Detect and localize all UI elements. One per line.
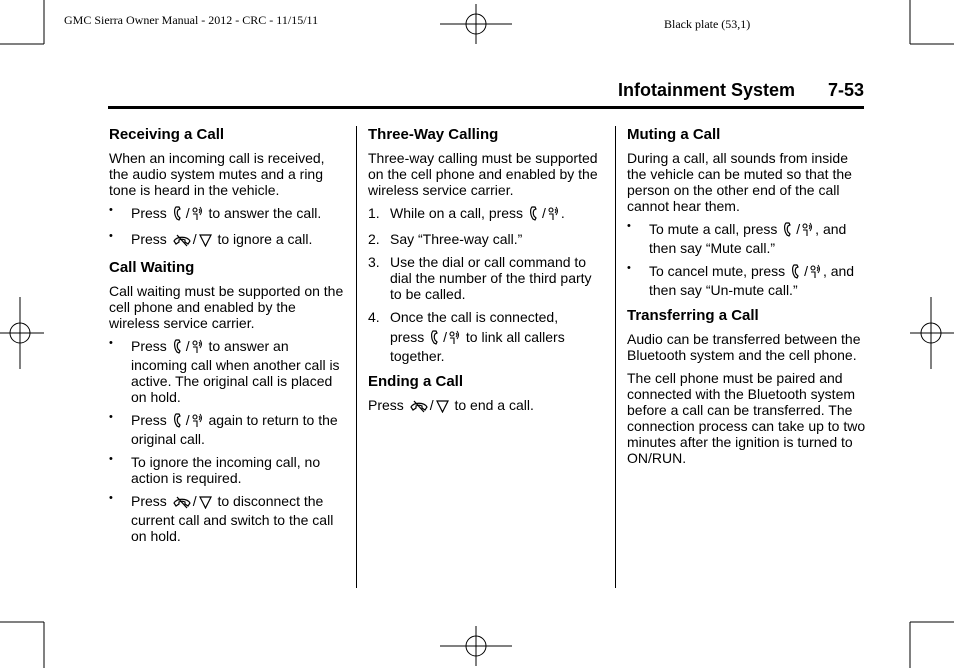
phone-talk-icon: [529, 206, 540, 224]
paragraph: During a call, all sounds from inside the vehicle can be muted so that the person on the other end of the call cannot hear them.: [627, 150, 852, 214]
list-item: • Press / to answer the call.: [109, 205, 347, 224]
phone-talk-icon: [173, 413, 184, 431]
list-item: • Press / to ignore a call.: [109, 231, 347, 250]
down-triangle-icon: [436, 400, 449, 416]
push-to-talk-icon: [548, 206, 559, 224]
step-item: 3. Use the dial or call command to dial the number of the third party to be called.: [368, 254, 592, 302]
heading-receiving-call: Receiving a Call: [109, 126, 225, 143]
list-item: • Press / again to return to the original call.: [109, 412, 347, 447]
manual-title: GMC Sierra Owner Manual - 2012 - CRC - 11/15/11: [64, 13, 319, 27]
end-call-icon: [173, 233, 191, 250]
push-to-talk-icon: [810, 264, 821, 282]
push-to-talk-icon: [192, 206, 203, 224]
paragraph: Call waiting must be supported on the cell phone and enabled by the wireless service carrier.: [109, 283, 344, 331]
heading-three-way-calling: Three-Way Calling: [368, 126, 499, 143]
paragraph: Press / to end a call.: [368, 397, 606, 416]
section-header: [108, 80, 864, 109]
column-divider: [356, 126, 357, 588]
plate-label: Black plate (53,1): [664, 17, 751, 31]
list-item: • Press / to answer an incoming call when another call is active. The original call is placed on hold.: [109, 338, 347, 405]
list-item: • Press / to disconnect the current call and switch to the call on hold.: [109, 493, 347, 544]
heading-call-waiting: Call Waiting: [109, 259, 195, 276]
paragraph: The cell phone must be paired and connected with the Bluetooth system before a call can be transferred. The connection process can take up to two minutes after the ignition is turned to ON/RUN.: [627, 370, 866, 466]
push-to-talk-icon: [802, 222, 813, 240]
paragraph: When an incoming call is received, the audio system mutes and a ring tone is heard in the vehicle.: [109, 150, 325, 198]
end-call-icon: [410, 399, 428, 416]
column-middle: [368, 126, 606, 423]
list-item: • To mute a call, press / , and then say “Mute call.”: [627, 221, 867, 256]
heading-transferring-call: Transferring a Call: [627, 307, 759, 324]
push-to-talk-icon: [449, 330, 460, 348]
section-title: Infotainment System: [617, 80, 795, 100]
column-right: [627, 126, 867, 473]
end-call-icon: [173, 495, 191, 512]
column-left: [109, 126, 347, 553]
list-item: • To ignore the incoming call, no action is required.: [109, 454, 347, 486]
paragraph: Three-way calling must be supported on the cell phone and enabled by the wireless service carrier.: [368, 150, 598, 198]
column-divider: [615, 126, 616, 588]
down-triangle-icon: [199, 234, 212, 250]
phone-talk-icon: [783, 222, 794, 240]
step-item: 2. Say “Three-way call.”: [368, 231, 523, 247]
paragraph: Audio can be transferred between the Bluetooth system and the cell phone.: [627, 331, 861, 363]
heading-muting-call: Muting a Call: [627, 126, 721, 143]
heading-ending-call: Ending a Call: [368, 373, 464, 390]
step-item: 1. While on a call, press / .: [368, 205, 606, 224]
phone-talk-icon: [430, 330, 441, 348]
step-item: 4. Once the call is connected, press / to link all callers together.: [368, 309, 565, 364]
phone-talk-icon: [791, 264, 802, 282]
list-item: • To cancel mute, press / , and then say “Un-mute call.”: [627, 263, 867, 298]
push-to-talk-icon: [192, 413, 203, 431]
phone-talk-icon: [173, 339, 184, 357]
down-triangle-icon: [199, 496, 212, 512]
page-number: 7-53: [827, 80, 864, 100]
push-to-talk-icon: [192, 339, 203, 357]
phone-talk-icon: [173, 206, 184, 224]
